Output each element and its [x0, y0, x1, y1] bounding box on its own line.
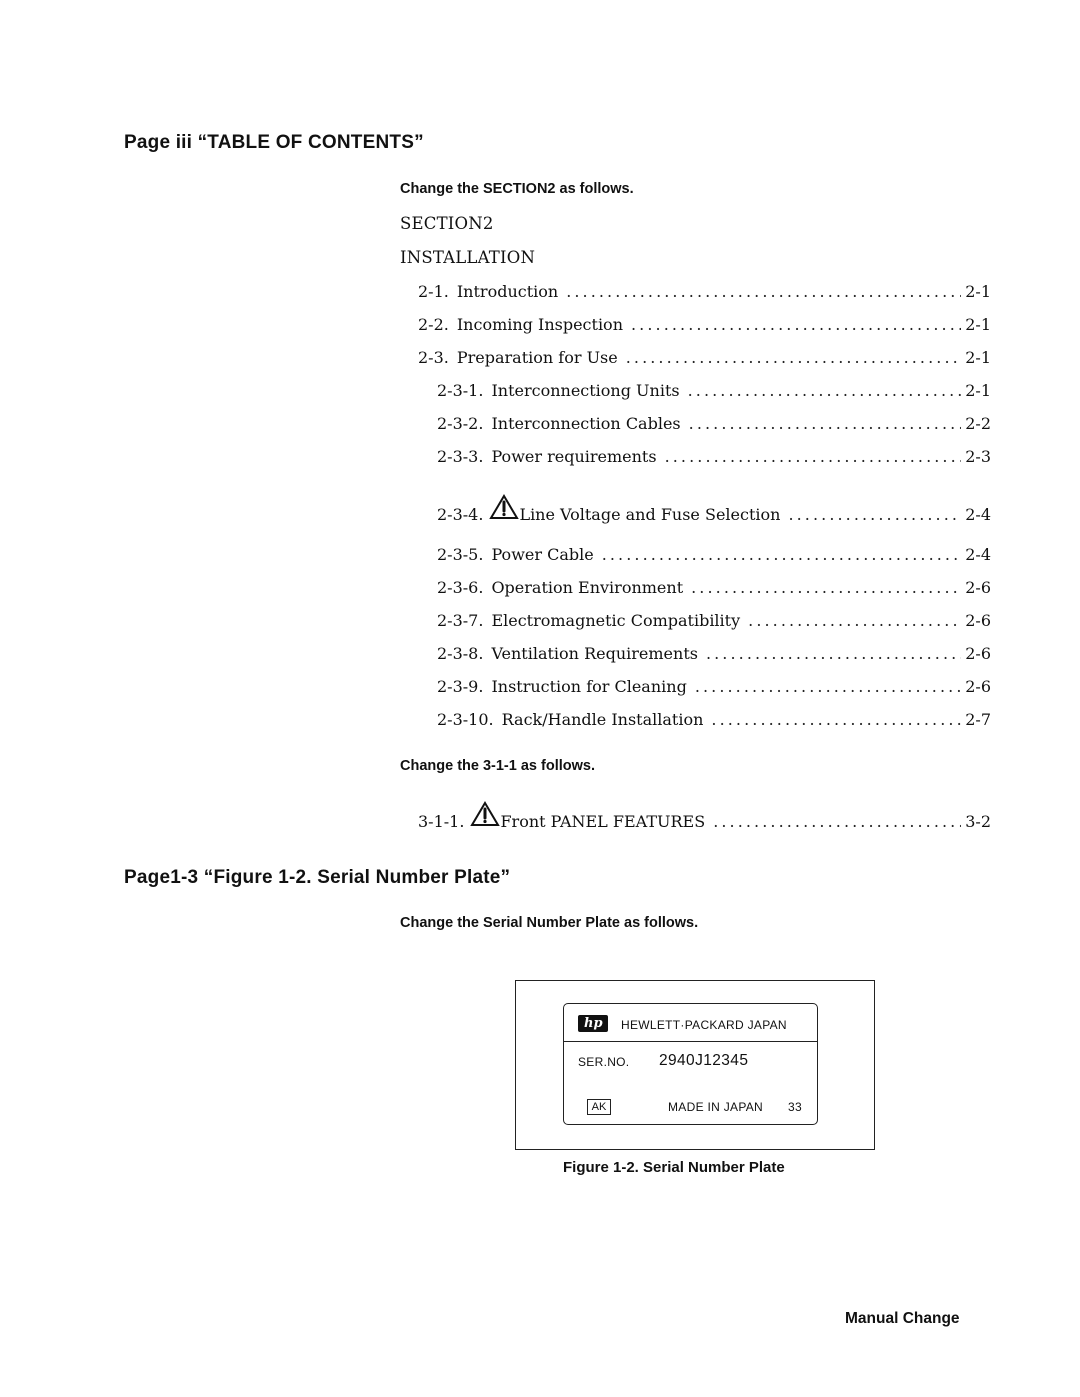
heading-table-of-contents: Page iii “TABLE OF CONTENTS” — [124, 132, 424, 153]
toc-title: Instruction for Cleaning — [491, 677, 687, 696]
toc-number: 2-3. — [418, 348, 449, 367]
toc-leader-dots — [695, 677, 961, 696]
toc-page: 2-3 — [965, 447, 991, 466]
toc-leader-dots — [566, 282, 961, 301]
toc-title: Interconnection Cables — [491, 414, 681, 433]
toc-page: 2-7 — [965, 710, 991, 729]
toc-title: Electromagnetic Compatibility — [491, 611, 741, 630]
change-instruction-section2: Change the SECTION2 as follows. — [400, 181, 634, 197]
hp-logo-icon — [578, 1015, 608, 1032]
toc-number: 2-3-6. — [437, 578, 484, 597]
toc-title: Introduction — [456, 282, 559, 301]
toc-row — [437, 611, 991, 633]
toc-row — [418, 315, 991, 337]
toc-leader-dots — [688, 381, 962, 400]
plate-divider — [564, 1041, 817, 1042]
toc-title: Operation Environment — [491, 578, 684, 597]
change-instruction-3-1-1: Change the 3-1-1 as follows. — [400, 758, 595, 774]
toc-leader-dots — [713, 812, 961, 831]
plate-ak-mark: AK — [587, 1099, 611, 1115]
toc-number: 2-3-9. — [437, 677, 484, 696]
toc-leader-dots — [748, 611, 961, 630]
toc-row — [437, 545, 991, 567]
toc-title: Front PANEL FEATURES — [500, 812, 706, 831]
section-subtitle: INSTALLATION — [400, 248, 536, 267]
toc-leader-dots — [706, 644, 961, 663]
toc-number: 2-3-1. — [437, 381, 484, 400]
toc-leader-dots — [691, 578, 961, 597]
toc-row — [437, 414, 991, 436]
toc-leader-dots — [665, 447, 962, 466]
toc-leader-dots — [631, 315, 961, 334]
toc-number: 2-3-8. — [437, 644, 484, 663]
plate-made-in: MADE IN JAPAN — [668, 1100, 764, 1114]
toc-page: 2-6 — [965, 677, 991, 696]
toc-row-3-1-1 — [418, 801, 991, 831]
toc-title: Ventilation Requirements — [491, 644, 698, 663]
serial-number-plate — [563, 1003, 818, 1125]
toc-number: 2-1. — [418, 282, 449, 301]
toc-page: 2-4 — [965, 505, 991, 524]
toc-page: 3-2 — [965, 812, 991, 831]
toc-page: 2-2 — [965, 414, 991, 433]
toc-row — [437, 710, 991, 732]
figure-caption: Figure 1-2. Serial Number Plate — [563, 1159, 785, 1176]
section-title: SECTION2 — [400, 214, 494, 233]
toc-page: 2-1 — [965, 381, 991, 400]
toc-page: 2-6 — [965, 644, 991, 663]
toc-row — [418, 282, 991, 304]
plate-code: 33 — [788, 1100, 802, 1114]
toc-number: 2-3-5. — [437, 545, 484, 564]
toc-number: 2-3-2. — [437, 414, 484, 433]
toc-leader-dots — [788, 505, 961, 524]
toc-row — [437, 677, 991, 699]
footer-manual-change: Manual Change — [845, 1310, 960, 1327]
toc-title: Line Voltage and Fuse Selection — [519, 505, 781, 524]
toc-row — [437, 381, 991, 403]
toc-number: 2-3-3. — [437, 447, 484, 466]
warning-triangle-icon — [489, 494, 519, 520]
toc-row — [437, 494, 991, 524]
toc-row — [418, 348, 991, 370]
hp-logo-text: hp — [584, 1016, 603, 1031]
toc-page: 2-1 — [965, 282, 991, 301]
change-instruction-plate: Change the Serial Number Plate as follows. — [400, 915, 699, 931]
toc-page: 2-6 — [965, 578, 991, 597]
toc-leader-dots — [626, 348, 962, 367]
toc-number: 2-2. — [418, 315, 449, 334]
toc-leader-dots — [711, 710, 961, 729]
plate-ser-value: 2940J12345 — [659, 1052, 749, 1069]
toc-leader-dots — [689, 414, 962, 433]
toc-number: 2-3-7. — [437, 611, 484, 630]
warning-triangle-icon — [470, 801, 500, 827]
toc-row — [437, 644, 991, 666]
toc-title: Power Cable — [491, 545, 594, 564]
toc-number: 2-3-10. — [437, 710, 494, 729]
heading-serial-number-plate: Page1-3 “Figure 1-2. Serial Number Plate” — [124, 867, 511, 888]
toc-number: 3-1-1. — [418, 812, 465, 831]
plate-ser-label: SER.NO. — [578, 1055, 630, 1069]
plate-company: HEWLETT·PACKARD JAPAN — [621, 1018, 787, 1032]
toc-page: 2-6 — [965, 611, 991, 630]
toc-title: Interconnectiong Units — [491, 381, 680, 400]
toc-title: Incoming Inspection — [456, 315, 623, 334]
toc-row — [437, 578, 991, 600]
toc-title: Power requirements — [491, 447, 657, 466]
toc-title: Preparation for Use — [456, 348, 618, 367]
toc-number: 2-3-4. — [437, 505, 484, 524]
toc-row — [437, 447, 991, 469]
toc-page: 2-1 — [965, 348, 991, 367]
toc-page: 2-1 — [965, 315, 991, 334]
toc-title: Rack/Handle Installation — [501, 710, 704, 729]
toc-leader-dots — [602, 545, 962, 564]
toc-page: 2-4 — [965, 545, 991, 564]
